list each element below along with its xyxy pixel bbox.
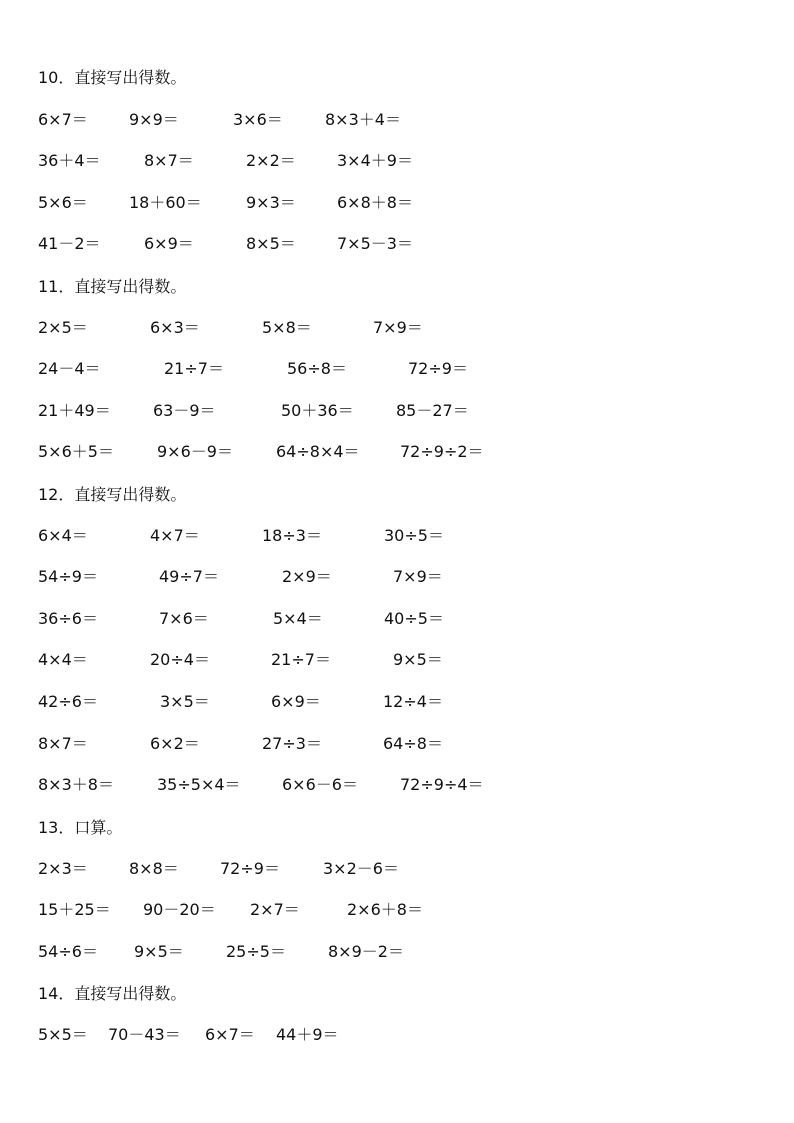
- problem: 6×8＋8＝: [337, 193, 413, 212]
- problem: 6×3＝: [150, 318, 200, 337]
- problem: 90－20＝: [143, 900, 216, 919]
- problem: 54÷6＝: [38, 942, 98, 961]
- problem-row: [0, 232, 794, 256]
- problem: 4×4＝: [38, 650, 88, 669]
- problem: 72÷9＝: [408, 359, 468, 378]
- problem: 21＋49＝: [38, 401, 111, 420]
- problem-row: [0, 399, 794, 423]
- problem: 63－9＝: [153, 401, 216, 420]
- problem: 72÷9＝: [220, 859, 280, 878]
- problem: 6×9＝: [271, 692, 321, 711]
- problem-row: [0, 440, 794, 464]
- problem: 25÷5＝: [226, 942, 286, 961]
- problem-row: [0, 524, 794, 548]
- problem-row: [0, 1023, 794, 1047]
- problem-row: [0, 357, 794, 381]
- section-heading-12: 12．直接写出得数。: [38, 485, 187, 504]
- problem-row: [0, 191, 794, 215]
- section-heading-10: 10．直接写出得数。: [38, 68, 187, 87]
- problem: 6×7＝: [205, 1025, 255, 1044]
- problem: 20÷4＝: [150, 650, 210, 669]
- problem: 5×6＝: [38, 193, 88, 212]
- problem: 7×5－3＝: [337, 234, 413, 253]
- problem: 5×4＝: [273, 609, 323, 628]
- problem: 6×4＝: [38, 526, 88, 545]
- problem: 8×3＋8＝: [38, 775, 114, 794]
- problem: 9×3＝: [246, 193, 296, 212]
- problem: 64÷8＝: [383, 734, 443, 753]
- problem: 21÷7＝: [271, 650, 331, 669]
- problem: 44＋9＝: [276, 1025, 339, 1044]
- problem: 6×7＝: [38, 110, 88, 129]
- problem: 9×6－9＝: [157, 442, 233, 461]
- problem: 18÷3＝: [262, 526, 322, 545]
- problem: 7×9＝: [393, 567, 443, 586]
- section-heading-13: 13．口算。: [38, 818, 123, 837]
- problem: 8×3＋4＝: [325, 110, 401, 129]
- problem: 4×7＝: [150, 526, 200, 545]
- problem: 2×6＋8＝: [347, 900, 423, 919]
- problem: 5×6＋5＝: [38, 442, 114, 461]
- problem: 85－27＝: [396, 401, 469, 420]
- problem: 64÷8×4＝: [276, 442, 360, 461]
- problem: 7×6＝: [159, 609, 209, 628]
- problem: 72÷9÷2＝: [400, 442, 484, 461]
- problem: 8×9－2＝: [328, 942, 404, 961]
- problem: 3×6＝: [233, 110, 283, 129]
- problem-row: [0, 690, 794, 714]
- problem-row: [0, 149, 794, 173]
- problem: 49÷7＝: [159, 567, 219, 586]
- problem-row: [0, 857, 794, 881]
- problem: 3×2－6＝: [323, 859, 399, 878]
- problem-row: [0, 940, 794, 964]
- problem-row: [0, 607, 794, 631]
- problem: 6×6－6＝: [282, 775, 358, 794]
- problem: 9×9＝: [129, 110, 179, 129]
- problem: 8×8＝: [129, 859, 179, 878]
- problem: 5×5＝: [38, 1025, 88, 1044]
- problem: 42÷6＝: [38, 692, 98, 711]
- problem: 70－43＝: [108, 1025, 181, 1044]
- problem: 54÷9＝: [38, 567, 98, 586]
- problem-row: [0, 648, 794, 672]
- problem-row: [0, 898, 794, 922]
- problem: 7×9＝: [373, 318, 423, 337]
- problem: 8×7＝: [144, 151, 194, 170]
- section-heading-11: 11．直接写出得数。: [38, 277, 187, 296]
- problem: 12÷4＝: [383, 692, 443, 711]
- problem: 3×4＋9＝: [337, 151, 413, 170]
- problem: 9×5＝: [393, 650, 443, 669]
- problem: 6×9＝: [144, 234, 194, 253]
- problem: 56÷8＝: [287, 359, 347, 378]
- problem: 72÷9÷4＝: [400, 775, 484, 794]
- problem: 36＋4＝: [38, 151, 101, 170]
- problem: 24－4＝: [38, 359, 101, 378]
- problem: 27÷3＝: [262, 734, 322, 753]
- problem-row: [0, 732, 794, 756]
- problem: 5×8＝: [262, 318, 312, 337]
- problem: 8×5＝: [246, 234, 296, 253]
- problem-row: [0, 108, 794, 132]
- problem: 3×5＝: [160, 692, 210, 711]
- problem: 41－2＝: [38, 234, 101, 253]
- problem-row: [0, 773, 794, 797]
- problem-row: [0, 565, 794, 589]
- section-heading-14: 14．直接写出得数。: [38, 984, 187, 1003]
- problem: 2×2＝: [246, 151, 296, 170]
- problem: 6×2＝: [150, 734, 200, 753]
- problem: 21÷7＝: [164, 359, 224, 378]
- problem: 2×3＝: [38, 859, 88, 878]
- problem: 36÷6＝: [38, 609, 98, 628]
- problem: 35÷5×4＝: [157, 775, 241, 794]
- problem: 18＋60＝: [129, 193, 202, 212]
- problem: 8×7＝: [38, 734, 88, 753]
- problem: 2×7＝: [250, 900, 300, 919]
- problem-row: [0, 316, 794, 340]
- problem: 15＋25＝: [38, 900, 111, 919]
- problem: 2×9＝: [282, 567, 332, 586]
- problem: 30÷5＝: [384, 526, 444, 545]
- problem: 9×5＝: [134, 942, 184, 961]
- problem: 40÷5＝: [384, 609, 444, 628]
- problem: 50＋36＝: [281, 401, 354, 420]
- problem: 2×5＝: [38, 318, 88, 337]
